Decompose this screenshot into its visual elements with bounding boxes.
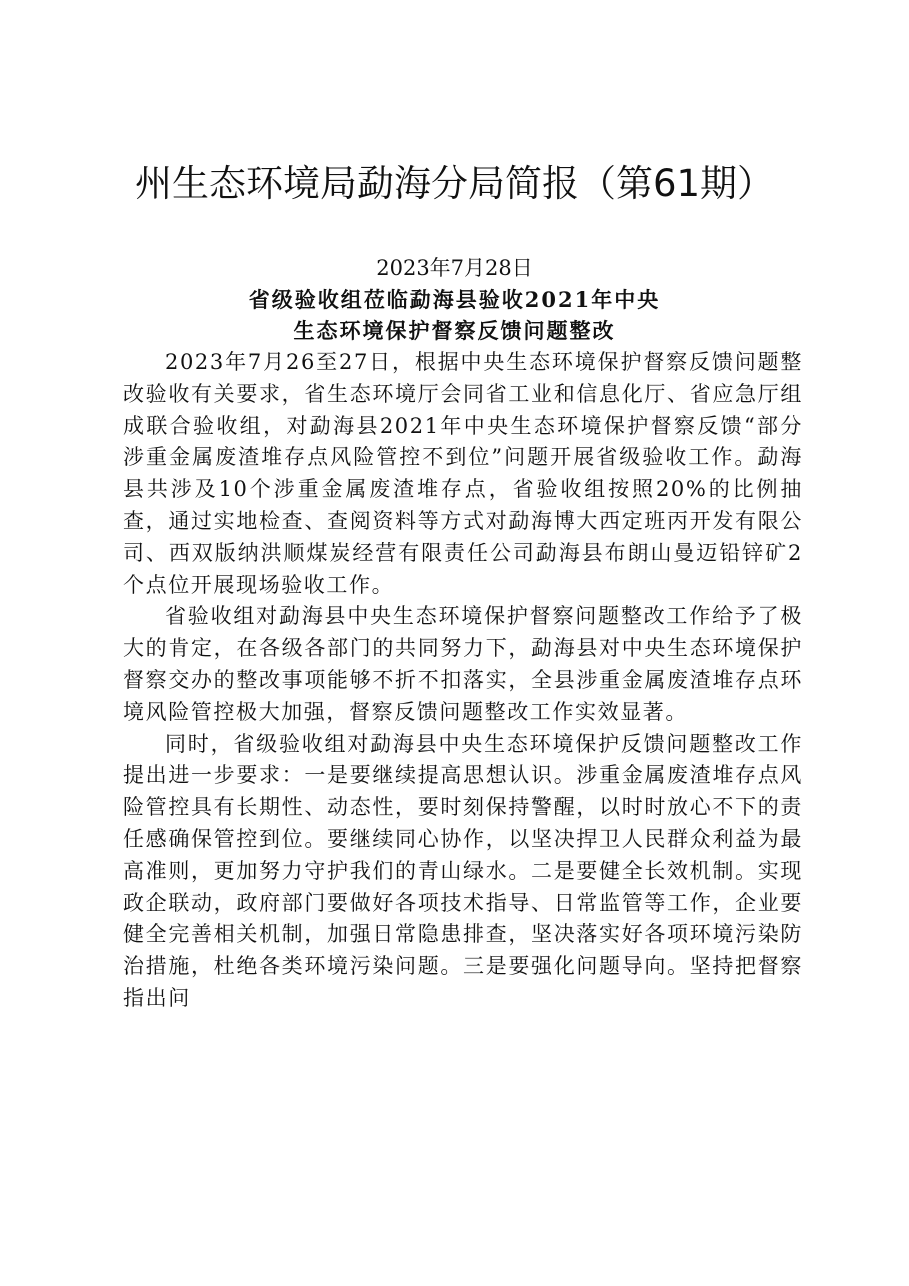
article-heading-line-1: 省级验收组莅临勐海县验收2021年中央 (248, 287, 661, 312)
paragraph-1: 2023年7月26至27日，根据中央生态环境保护督察反馈问题整改验收有关要求，省生态环境厅会同省工业和信息化厅、省应急厅组成联合验收组，对勐海县2021年中央生态环境保护督察反馈“部分涉重金属废渣堆存点风险管控不到位”问题开展省级验收工作。勐海县共涉及10个涉重金属废渣堆存点，省验收组按照20%的比例抽查，通过实地检查、查阅资料等方式对勐海博大西定班丙开发有限公司、西双版纳洪顺煤炭经营有限责任公司勐海县布朗山曼迈铅锌矿2个点位开展现场验收工作。 (123, 350, 803, 597)
paragraph-2: 省验收组对勐海县中央生态环境保护督察问题整改工作给予了极大的肯定，在各级各部门的共同努力下，勐海县对中央生态环境保护督察交办的整改事项能够不折不扣落实，全县涉重金属废渣堆存点环境风险管控极大加强，督察反馈问题整改工作实效显著。 (123, 604, 803, 724)
paragraph-3: 同时，省级验收组对勐海县中央生态环境保护反馈问题整改工作提出进一步要求：一是要继续提高思想认识。涉重金属废渣堆存点风险管控具有长期性、动态性，要时刻保持警醒，以时时放心不下的责任感确保管控到位。要继续同心协作，以坚决捍卫人民群众利益为最高准则，更加努力守护我们的青山绿水。二是要健全长效机制。实现政企联动，政府部门要做好各项技术指导、日常监管等工作，企业要健全完善相关机制，加强日常隐患排查，坚决落实好各项环境污染防治措施，杜绝各类环境污染问题。三是要强化问题导向。坚持把督察指出问 (123, 731, 803, 1010)
article-body (123, 347, 803, 1015)
bulletin-title: 州生态环境局勐海分局简报（第61期） (134, 162, 775, 205)
article-heading-line-2: 生态环境保护督察反馈问题整改 (293, 318, 616, 343)
bulletin-date: 2023年7月28日 (376, 256, 533, 280)
